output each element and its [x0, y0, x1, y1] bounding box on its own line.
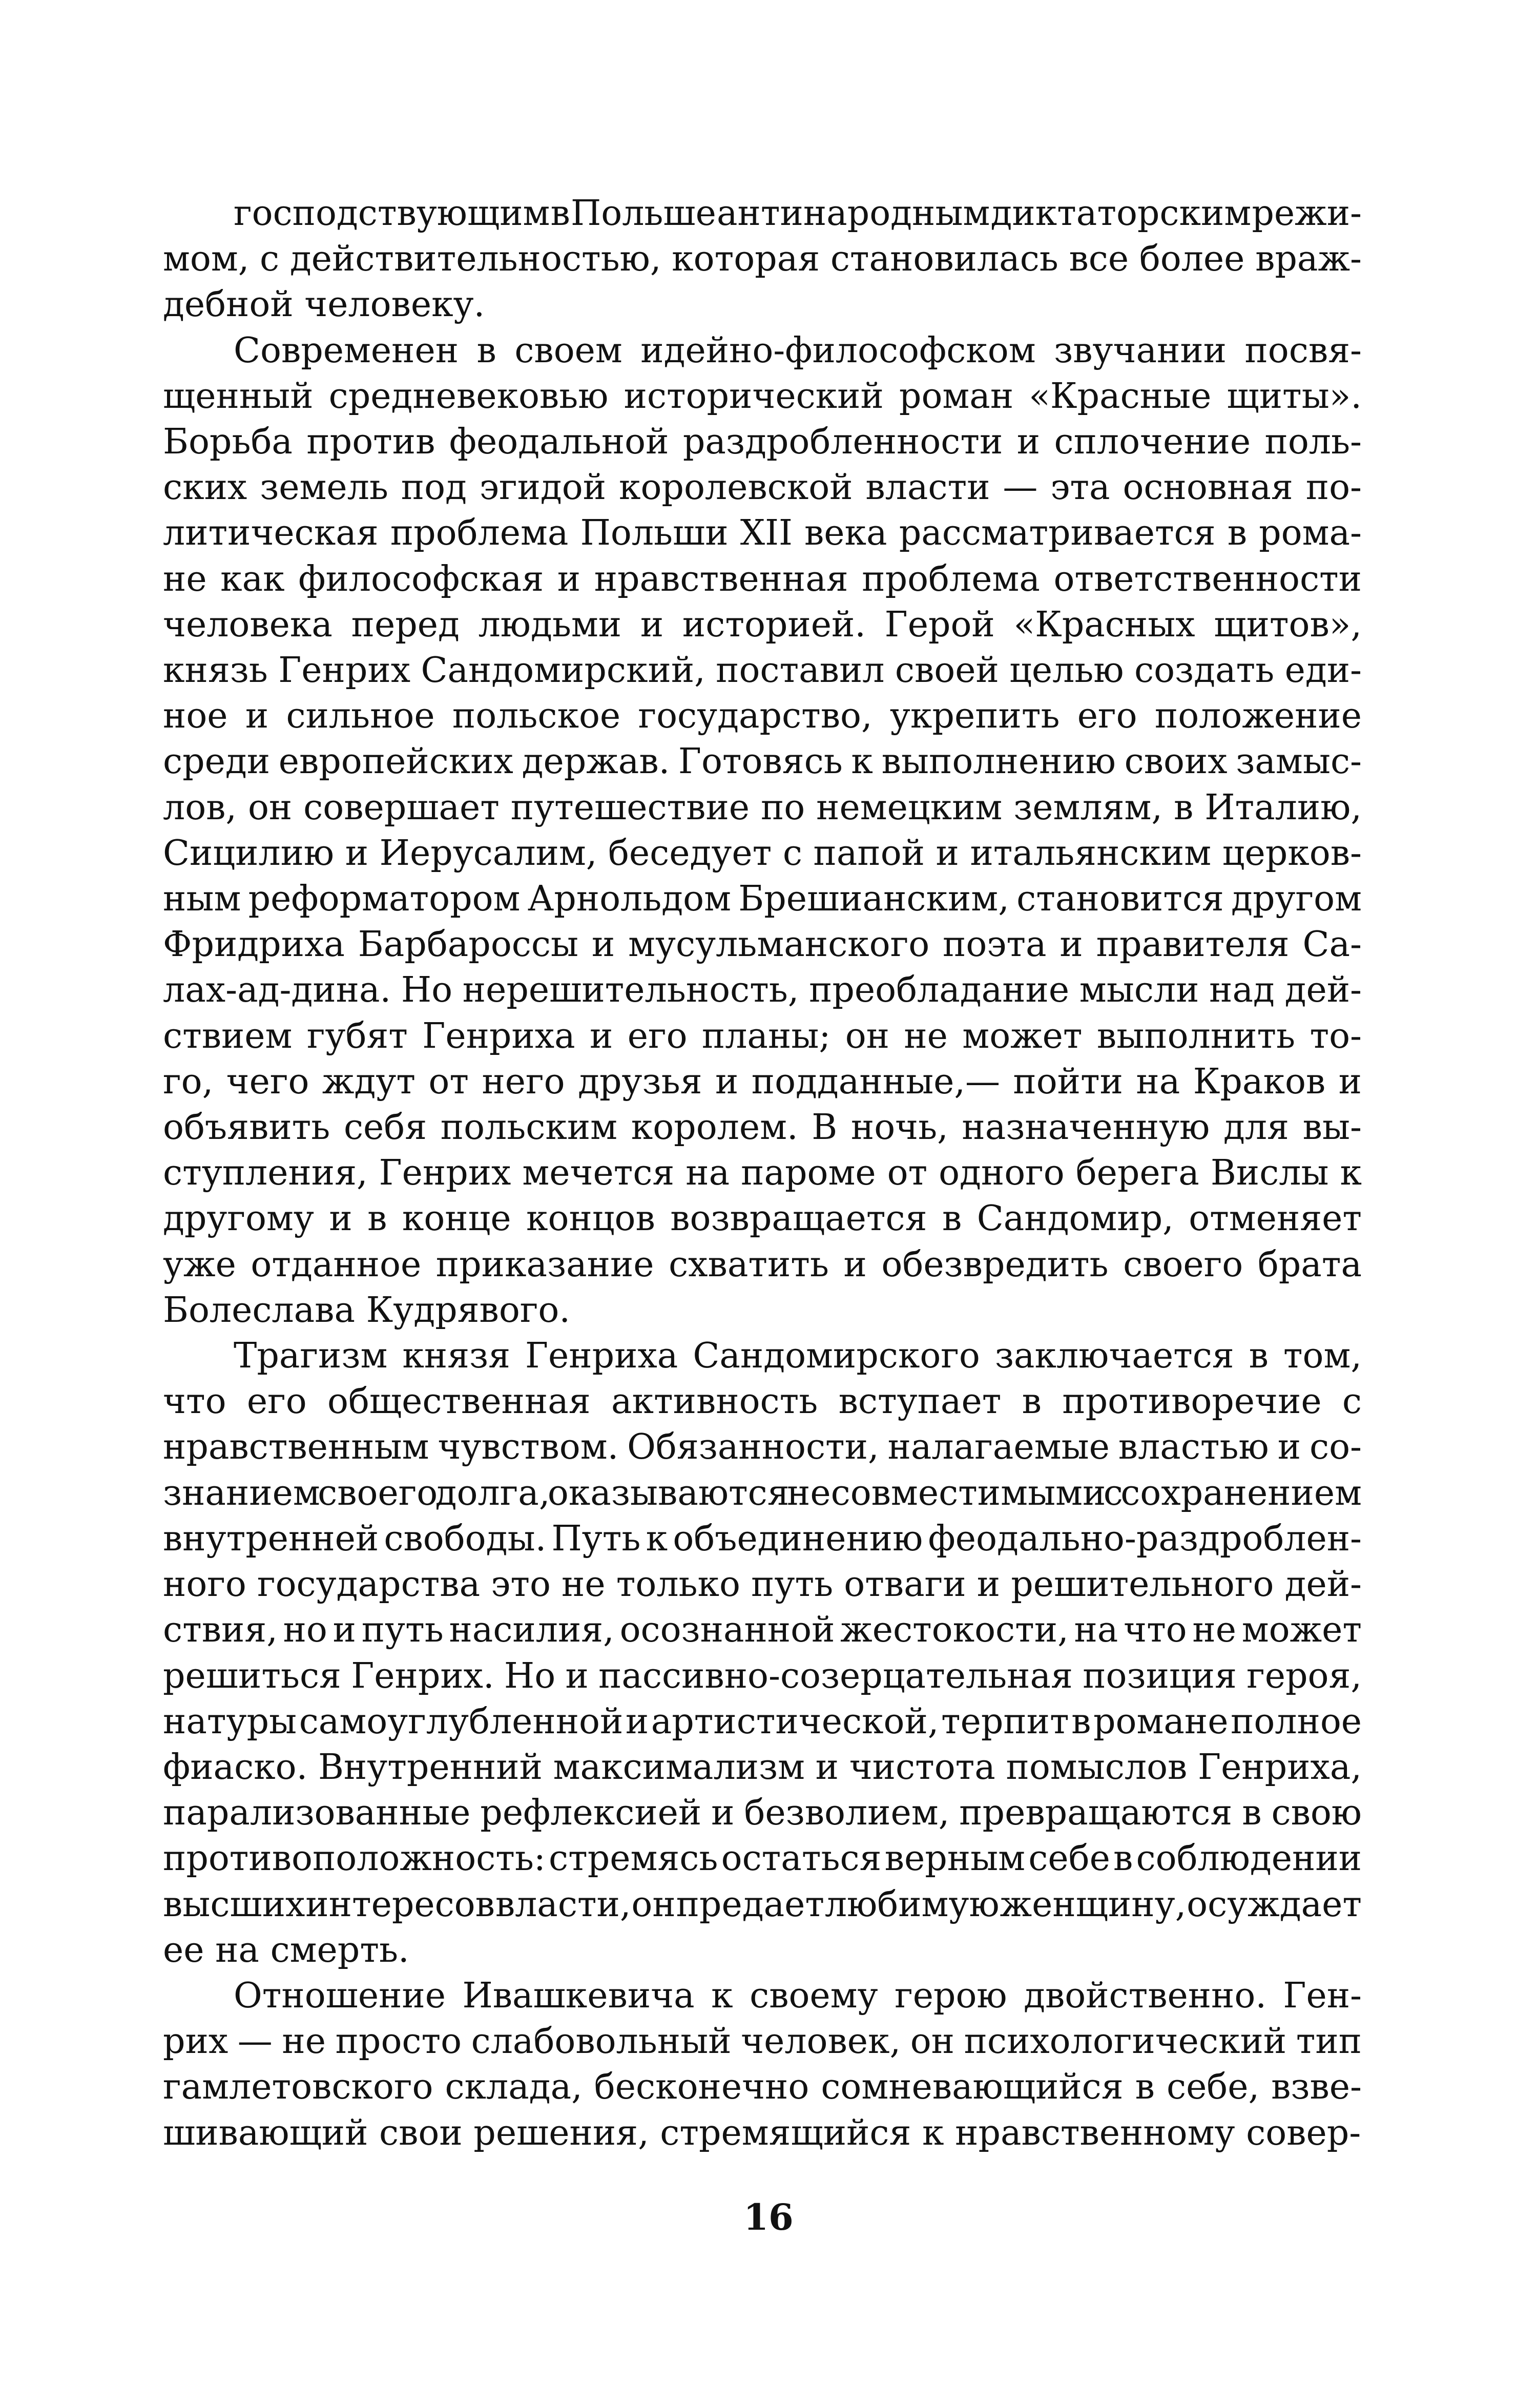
text-line: Трагизм князя Генриха Сандомирского заключается в том,	[234, 1336, 1362, 1377]
text-line: господствующим в Польше антинародным диктаторским режи-	[234, 193, 1362, 234]
text-line: внутренней свободы. Путь к объединению феодально-раздроблен-	[163, 1518, 1362, 1559]
text-line: объявить себя польским королем. В ночь, назначенную для вы-	[163, 1107, 1362, 1148]
text-line: Отношение Ивашкевича к своему герою двойственно. Ген-	[234, 1975, 1362, 2016]
body-text	[163, 191, 1362, 2156]
text-line: среди европейских держав. Готовясь к выполнению своих замыс-	[163, 741, 1362, 782]
text-line: человека перед людьми и историей. Герой «Красных щитов»,	[163, 604, 1362, 645]
text-line: парализованные рефлексией и безволием, превращаются в свою	[163, 1793, 1362, 1834]
text-line: Борьба против феодальной раздробленности и сплочение поль-	[163, 422, 1362, 463]
text-line: ее на смерть.	[163, 1929, 409, 1970]
paragraph	[163, 1973, 1362, 2156]
text-line: противоположность: стремясь остаться верным себе в соблюдении	[163, 1838, 1362, 1879]
text-line: лах-ад-дина. Но нерешительность, преобладание мысли над дей-	[163, 970, 1362, 1011]
text-line: ное и сильное польское государство, укрепить его положение	[163, 696, 1362, 737]
text-line: литическая проблема Польши XII века рассматривается в рома-	[163, 513, 1362, 554]
text-line: фиаско. Внутренний максимализм и чистота помыслов Генриха,	[163, 1747, 1362, 1788]
text-line: натуры самоуглубленной и артистической, терпит в романе полное	[163, 1701, 1362, 1742]
text-line: ствия, но и путь насилия, осознанной жестокости, на что не может	[163, 1610, 1362, 1651]
text-line: не как философская и нравственная проблема ответственности	[163, 558, 1362, 599]
text-line: Сицилию и Иерусалим, беседует с папой и итальянским церков-	[163, 833, 1362, 874]
text-line: ступления, Генрих мечется на пароме от одного берега Вислы к	[163, 1153, 1362, 1194]
text-line: рих — не просто слабовольный человек, он психологический тип	[163, 2021, 1362, 2062]
text-line: ствием губят Генриха и его планы; он не может выполнить то-	[163, 1015, 1362, 1056]
text-line: решиться Генрих. Но и пассивно-созерцательная позиция героя,	[163, 1655, 1362, 1696]
text-line: ских земель под эгидой королевской власти — эта основная по-	[163, 467, 1362, 508]
text-line: Болеслава Кудрявого.	[163, 1290, 570, 1331]
text-line: ным реформатором Арнольдом Брешианским, становится другом	[163, 879, 1362, 920]
text-line: гамлетовского склада, бесконечно сомневающийся в себе, взве-	[163, 2067, 1362, 2108]
text-line: ного государства это не только путь отваги и решительного дей-	[163, 1564, 1362, 1605]
text-line: нравственным чувством. Обязанности, налагаемые властью и со-	[163, 1427, 1362, 1468]
text-line: мом, с действительностью, которая становилась все более враж-	[163, 239, 1362, 280]
text-line: высших интересов власти, он предает любимую женщину, осуждает	[163, 1884, 1362, 1925]
text-line: что его общественная активность вступает в противоречие с	[163, 1381, 1362, 1422]
text-line: лов, он совершает путешествие по немецким землям, в Италию,	[163, 787, 1362, 828]
text-line: другому и в конце концов возвращается в Сандомир, отменяет	[163, 1198, 1362, 1239]
text-line: Современен в своем идейно-философском звучании посвя-	[234, 330, 1362, 371]
text-line: щенный средневековью исторический роман «Красные щиты».	[163, 376, 1362, 417]
paragraph	[163, 191, 1362, 328]
page-number: 16	[743, 2196, 794, 2238]
text-line: Фридриха Барбароссы и мусульманского поэта и правителя Са-	[163, 924, 1362, 965]
text-line: шивающий свои решения, стремящийся к нравственному совер-	[163, 2112, 1361, 2153]
text-line: дебной человеку.	[163, 284, 485, 325]
paragraph	[163, 1333, 1362, 1973]
text-line: князь Генрих Сандомирский, поставил своей целью создать еди-	[163, 650, 1362, 691]
text-line: уже отданное приказание схватить и обезвредить своего брата	[163, 1244, 1362, 1285]
paragraph	[163, 328, 1362, 1333]
text-line: го, чего ждут от него друзья и подданные,— пойти на Краков и	[163, 1061, 1362, 1102]
text-line: знанием своего долга, оказываются несовместимыми с сохранением	[163, 1472, 1362, 1513]
